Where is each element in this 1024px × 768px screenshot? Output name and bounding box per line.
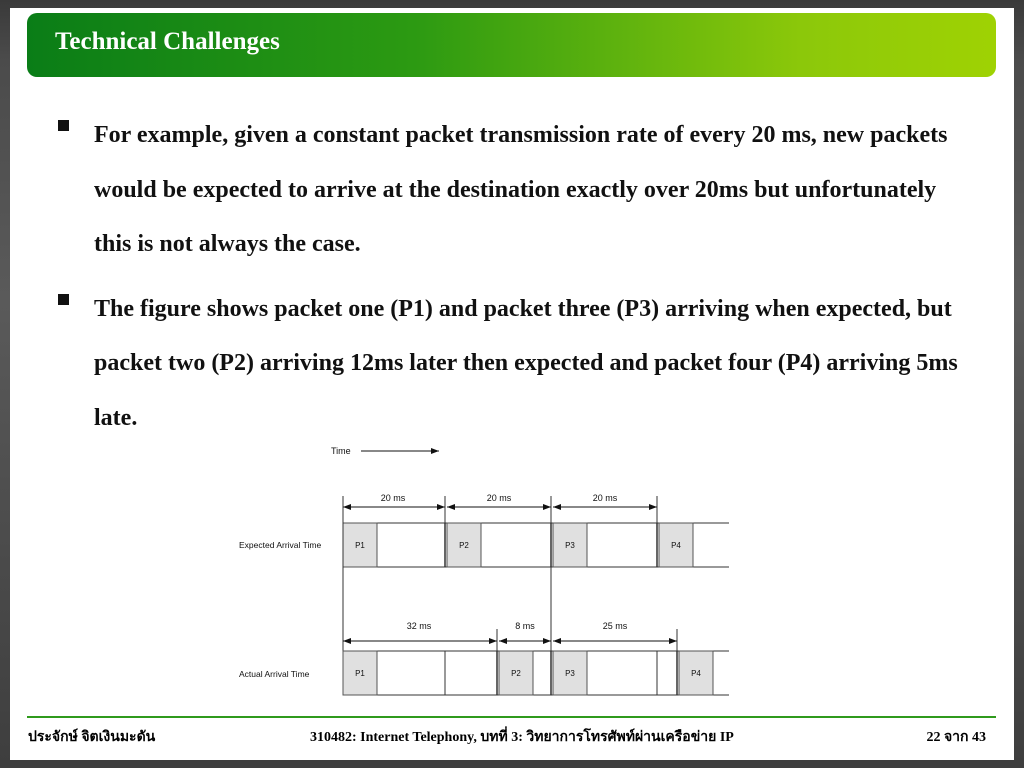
expected-interval-label: 20 ms [486,493,512,503]
actual-interval-label: 32 ms [406,621,432,631]
actual-interval-label: 8 ms [515,621,535,631]
timing-diagram [191,433,746,716]
packet-label-p4: P4 [671,541,681,550]
time-label: Time [331,446,351,456]
packet-label-p3: P3 [565,669,575,678]
packet-label-p2: P2 [511,669,521,678]
expected-arrival-label: Expected Arrival Time [239,540,322,550]
expected-interval-label: 20 ms [592,493,618,503]
footer-course: 310482: Internet Telephony, บทที่ 3: วิทยาการโทรศัพท์ผ่านเครือข่าย IP [310,730,734,745]
bullet-list [58,108,958,446]
packet-timing-figure [191,433,746,716]
footer-divider [27,716,996,718]
title-bar [27,13,996,77]
bullet-item [58,282,958,446]
packet-label-p4: P4 [691,669,701,678]
slide [10,8,1014,760]
bullet-text: The figure shows packet one (P1) and packet three (P3) arriving when expected, but packet two (P2) arriving 12ms later then expected and packet four (P4) arriving 5ms late. [94,295,958,431]
packet-label-p3: P3 [565,541,575,550]
slide-title: Technical Challenges [55,28,280,55]
expected-interval-label: 20 ms [380,493,406,503]
bullet-square-icon [58,120,69,131]
footer-author: ประจักษ์ จิตเงินมะดัน [28,730,156,745]
bullet-item [58,108,958,272]
packet-label-p2: P2 [459,541,469,550]
packet-label-p1: P1 [355,669,365,678]
actual-arrival-label: Actual Arrival Time [239,669,310,679]
packet-label-p1: P1 [355,541,365,550]
actual-interval-label: 25 ms [602,621,628,631]
footer-page-number: 22 จาก 43 [926,730,986,745]
bullet-square-icon [58,294,69,305]
bullet-text: For example, given a constant packet transmission rate of every 20 ms, new packets would be expected to arrive at the destination exactly over 20ms but unfortunately this is not always the case. [94,122,948,258]
